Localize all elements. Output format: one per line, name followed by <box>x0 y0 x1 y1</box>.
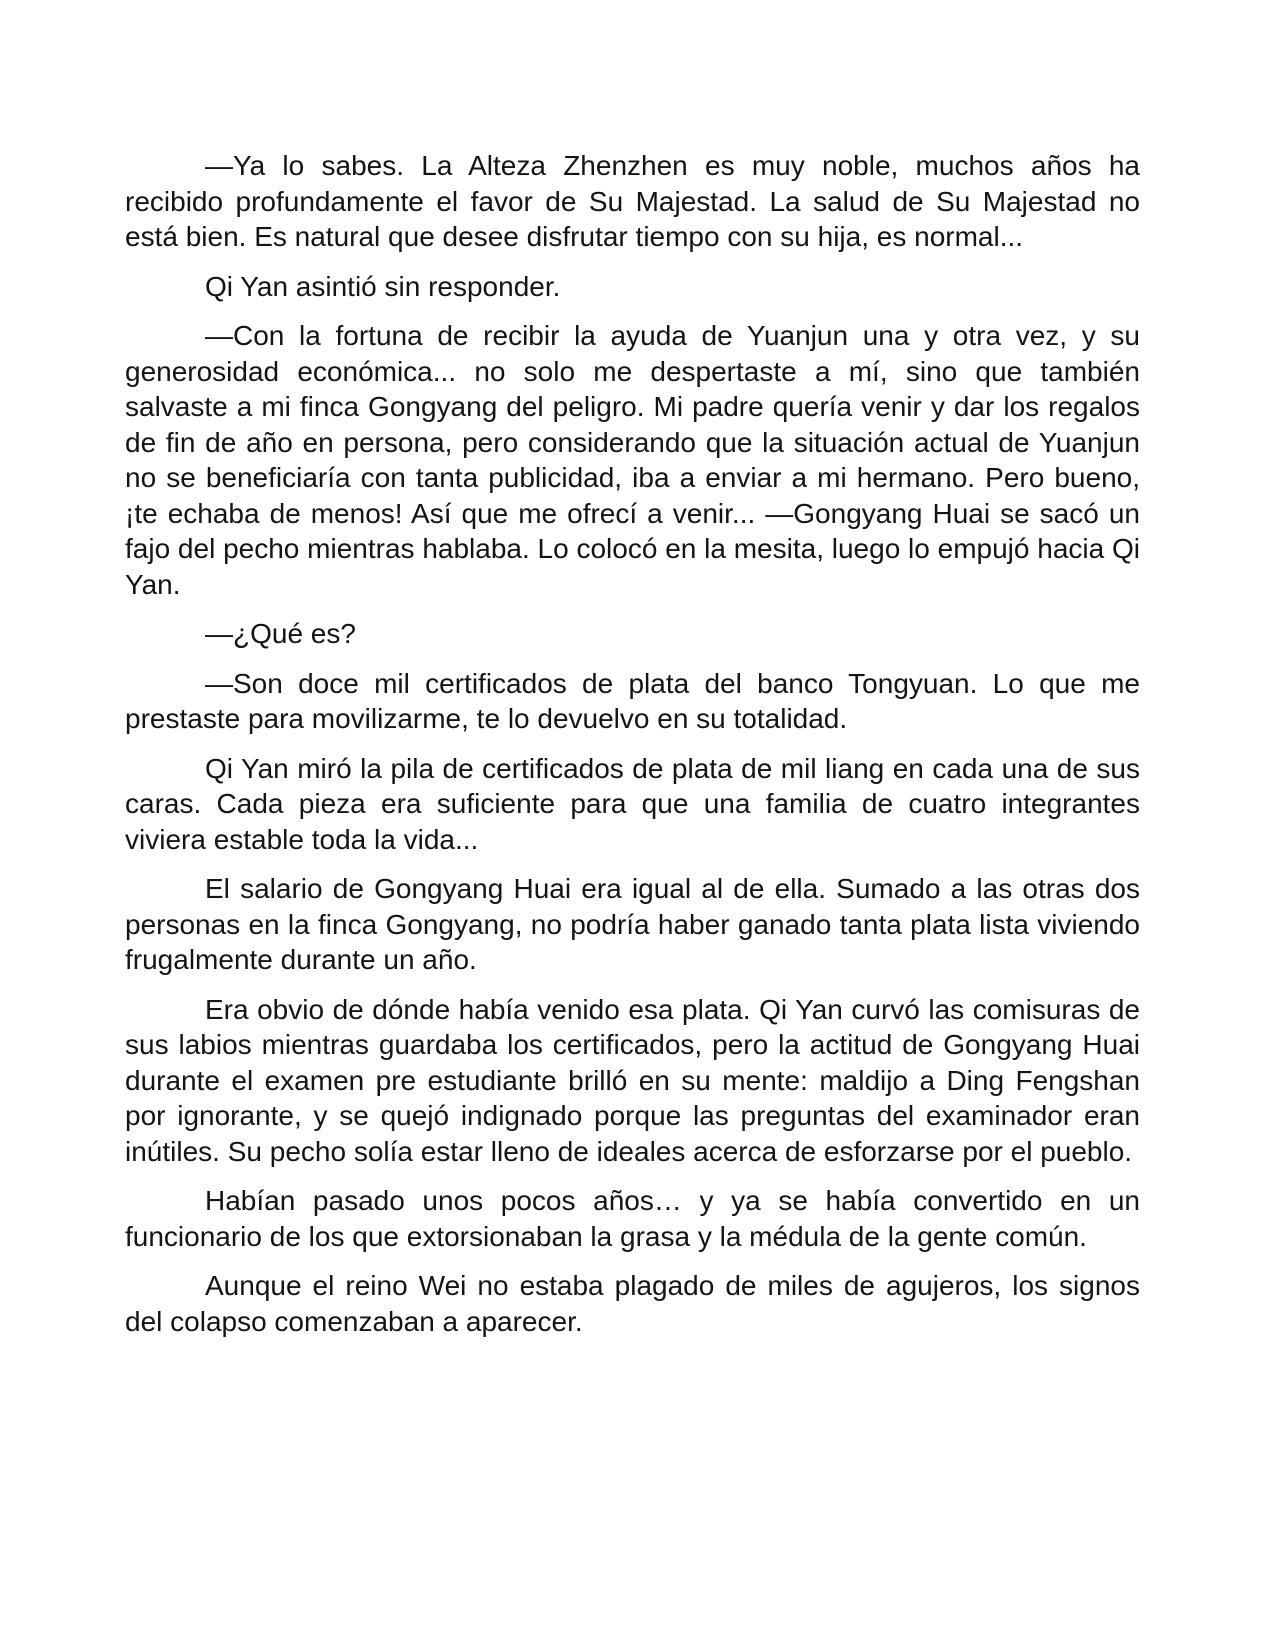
paragraph: —¿Qué es? <box>205 618 356 649</box>
paragraph: —Son doce mil certificados de plata del banco Tongyuan. Lo que me prestaste para movilizarme, te lo devuelvo en su totalidad. <box>125 667 1140 734</box>
paragraph: —Con la fortuna de recibir la ayuda de Yuanjun una y otra vez, y su generosidad económica... no solo me despertaste a mí, sino que también salvaste a mi finca Gongyang del peligro. Mi padre quería venir y dar los regalos de fin de año en persona, pero considerando que la situación actual de Yuanjun no se beneficiaría con tanta publicidad, iba a enviar a mi hermano. Pero bueno, ¡te echaba de menos! Así que me ofrecí a venir... —Gongyang Huai se sacó un fajo del pecho mientras hablaba. Lo colocó en la mesita, luego lo empujó hacia Qi Yan. <box>125 320 1140 600</box>
paragraph: Era obvio de dónde había venido esa plata. Qi Yan curvó las comisuras de sus labios mientras guardaba los certificados, pero la actitud de Gongyang Huai durante el examen pre estudiante brilló en su mente: maldijo a Ding Fengshan por ignorante, y se quejó indignado porque las preguntas del examinador eran inútiles. Su pecho solía estar lleno de ideales acerca de esforzarse por el pueblo. <box>125 993 1140 1167</box>
paragraph: Qi Yan asintió sin responder. <box>205 270 561 302</box>
paragraph: El salario de Gongyang Huai era igual al de ella. Sumado a las otras dos personas en la finca Gongyang, no podría haber ganado tanta plata lista viviendo frugalmente durante un año. <box>125 873 1140 975</box>
paragraph: Habían pasado unos pocos años… y ya se había convertido en un funcionario de los que extorsionaban la grasa y la médula de la gente común. <box>125 1185 1140 1252</box>
paragraph: Qi Yan miró la pila de certificados de plata de mil liang en cada una de sus caras. Cada pieza era suficiente para que una familia de cuatro integrantes viviera estable toda la vida... <box>125 752 1140 855</box>
paragraph: Aunque el reino Wei no estaba plagado de miles de agujeros, los signos del colapso comenzaban a aparecer. <box>125 1270 1140 1337</box>
document-body <box>125 148 1140 1353</box>
paragraph: —Ya lo sabes. La Alteza Zhenzhen es muy noble, muchos años ha recibido profundamente el favor de Su Majestad. La salud de Su Majestad no está bien. Es natural que desee disfrutar tiempo con su hija, es normal... <box>125 150 1140 252</box>
